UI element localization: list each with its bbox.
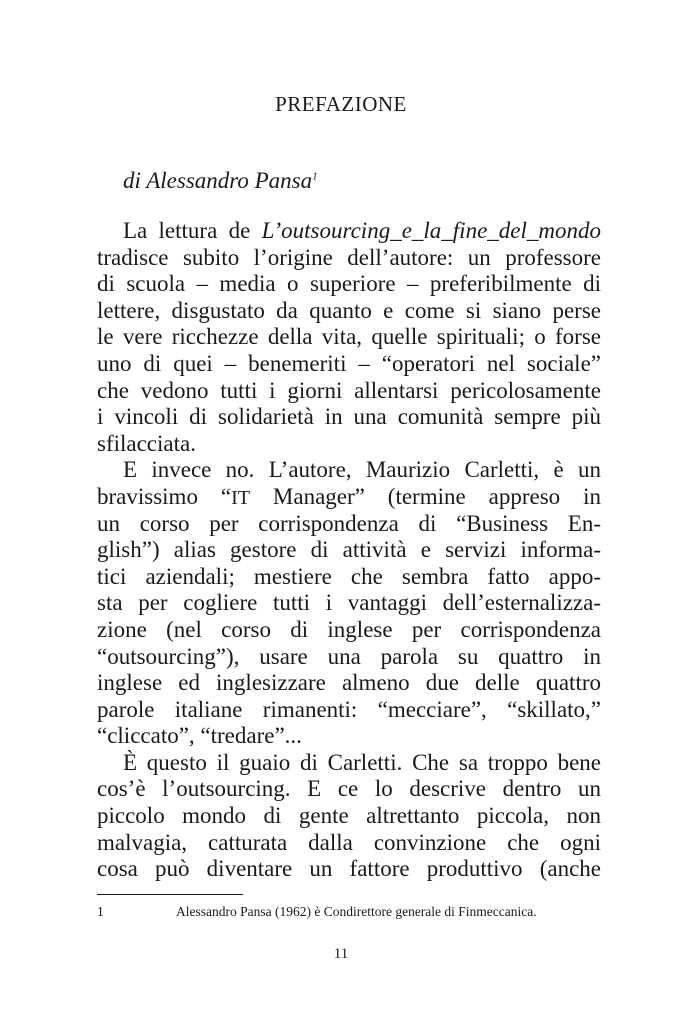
chapter-heading: PREFAZIONE	[275, 92, 407, 116]
text-line: È questo il guaio di Carletti. Che sa troppo bene	[123, 749, 601, 775]
text-line: inglese ed inglesizzare almeno due delle quattro	[97, 670, 601, 696]
author-byline	[123, 168, 318, 194]
text-line: glish”) alias gestore di attività e servizi informa-	[97, 537, 601, 563]
text-fragment: bravissimo “	[97, 483, 232, 509]
text-line: “outsourcing”), usare una parola su quattro in	[97, 643, 601, 669]
text-line: cos’è l’outsourcing. E ce lo descrive dentro un	[97, 776, 601, 802]
page-number: 11	[333, 946, 349, 962]
text-line: uno di quei – benemeriti – “operatori nel sociale”	[97, 350, 601, 376]
text-fragment: Manager” (termine appreso in	[249, 483, 601, 509]
text-line: lettere, disgustato da quanto e come si siano perse	[97, 297, 601, 323]
text-line: sfilacciata.	[97, 430, 196, 456]
text-line: piccolo mondo di gente altrettanto piccola, non	[97, 803, 601, 829]
text-fragment: La lettura de	[123, 218, 251, 243]
footnote-text: Alessandro Pansa (1962) è Condirettore generale di Finmeccanica.	[176, 904, 537, 919]
text-line: tici aziendali; mestiere che sembra fatto appo-	[97, 563, 601, 589]
text-line: parole italiane rimanenti: “mecciare”, “skillato,”	[97, 696, 601, 722]
text-line: zione (nel corso di inglese per corrispondenza	[97, 616, 601, 642]
text-line: malvagia, catturata dalla convinzione che ogni	[97, 829, 601, 855]
text-line: di scuola – media o superiore – preferibilmente di	[97, 271, 601, 297]
text-line: cosa può diventare un fattore produttivo (anche	[97, 856, 601, 882]
small-caps-abbreviation: IT	[231, 486, 250, 509]
text-line: le vere ricchezze della vita, quelle spirituali; o forse	[97, 324, 601, 350]
book-title: L’outsourcing_e_la_fine_del_mondo	[261, 218, 601, 243]
footnote-divider	[97, 894, 243, 895]
text-line: che vedono tutti i giorni allentarsi pericolosamente	[97, 377, 601, 403]
body-text	[97, 218, 601, 883]
text-line: “cliccato”, “tredare”...	[97, 723, 302, 749]
footnote-number: 1	[97, 904, 104, 919]
text-line: E invece no. L’autore, Maurizio Carletti, è un	[123, 457, 601, 483]
text-line: i vincoli di solidarietà in una comunità sempre più	[97, 404, 601, 430]
text-line	[97, 484, 601, 511]
byline-text: di Alessandro Pansa	[123, 168, 313, 193]
text-line: sta per cogliere tutti i vantaggi dell’esternalizza-	[97, 590, 601, 616]
text-line: un corso per corrispondenza di “Business En-	[97, 510, 601, 536]
footnote-mark: 1	[312, 170, 318, 183]
text-line	[97, 218, 601, 245]
text-line: tradisce subito l’origine dell’autore: un professore	[97, 244, 601, 270]
